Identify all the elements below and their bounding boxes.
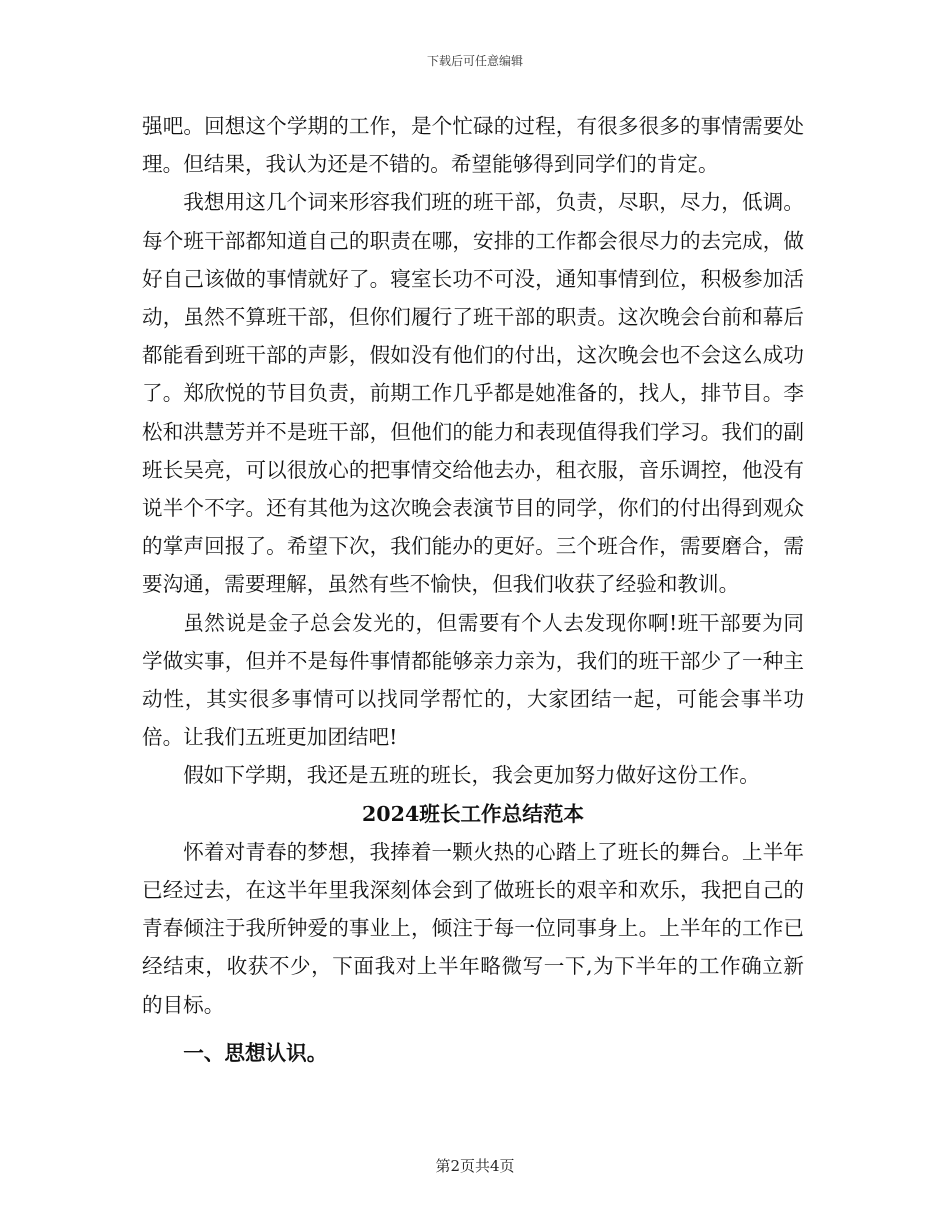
section-title: 2024班长工作总结范本 <box>361 801 585 826</box>
page-header: 下载后可任意编辑 <box>426 54 523 68</box>
section-paragraph-1: 怀着对青春的梦想，我捧着一颗火热的心踏上了班长的舞台。上半年已经过去，在这半年里我深刻体会到了做班长的艰辛和欢乐，我把自己的青春倾注于我所钟爱的事业上，倾注于每一位同事身上。上半年的工作已经结束，收获不少，下面我对上半年略微写一下,为下半年的工作确立新的目标。 <box>142 839 804 1017</box>
subheading-thought: 一、思想认识。 <box>183 1040 328 1065</box>
paragraph-1: 强吧。回想这个学期的工作，是个忙碌的过程，有很多很多的事情需要处理。但结果，我认为还是不错的。希望能够得到同学们的肯定。 <box>142 114 804 177</box>
paragraph-2: 我想用这几个词来形容我们班的班干部，负责，尽职，尽力，低调。每个班干部都知道自己的职责在哪，安排的工作都会很尽力的去完成，做好自己该做的事情就好了。寝室长功不可没，通知事情到位，积极参加活动，虽然不算班干部，但你们履行了班干部的职责。这次晚会台前和幕后都能看到班干部的声影，假如没有他们的付出，这次晚会也不会这么成功了。郑欣悦的节目负责，前期工作几乎都是她准备的，找人，排节目。李松和洪慧芳并不是班干部，但他们的能力和表现值得我们学习。我们的副班长吴亮，可以很放心的把事情交给他去办，租衣服，音乐调控，他没有说半个不字。还有其他为这次晚会表演节目的同学，你们的付出得到观众的掌声回报了。希望下次，我们能办的更好。三个班合作，需要磨合，需要沟通，需要理解，虽然有些不愉快，但我们收获了经验和教训。 <box>142 190 804 597</box>
paragraph-3: 虽然说是金子总会发光的，但需要有个人去发现你啊!班干部要为同学做实事，但并不是每件事情都能够亲力亲为，我们的班干部少了一种主动性，其实很多事情可以找同学帮忙的，大家团结一起，可能会事半功倍。让我们五班更加团结吧! <box>142 610 804 750</box>
document-body <box>142 107 804 1072</box>
page-footer: 第2页共4页 <box>435 1157 515 1175</box>
paragraph-4: 假如下学期，我还是五班的班长，我会更加努力做好这份工作。 <box>183 763 760 788</box>
